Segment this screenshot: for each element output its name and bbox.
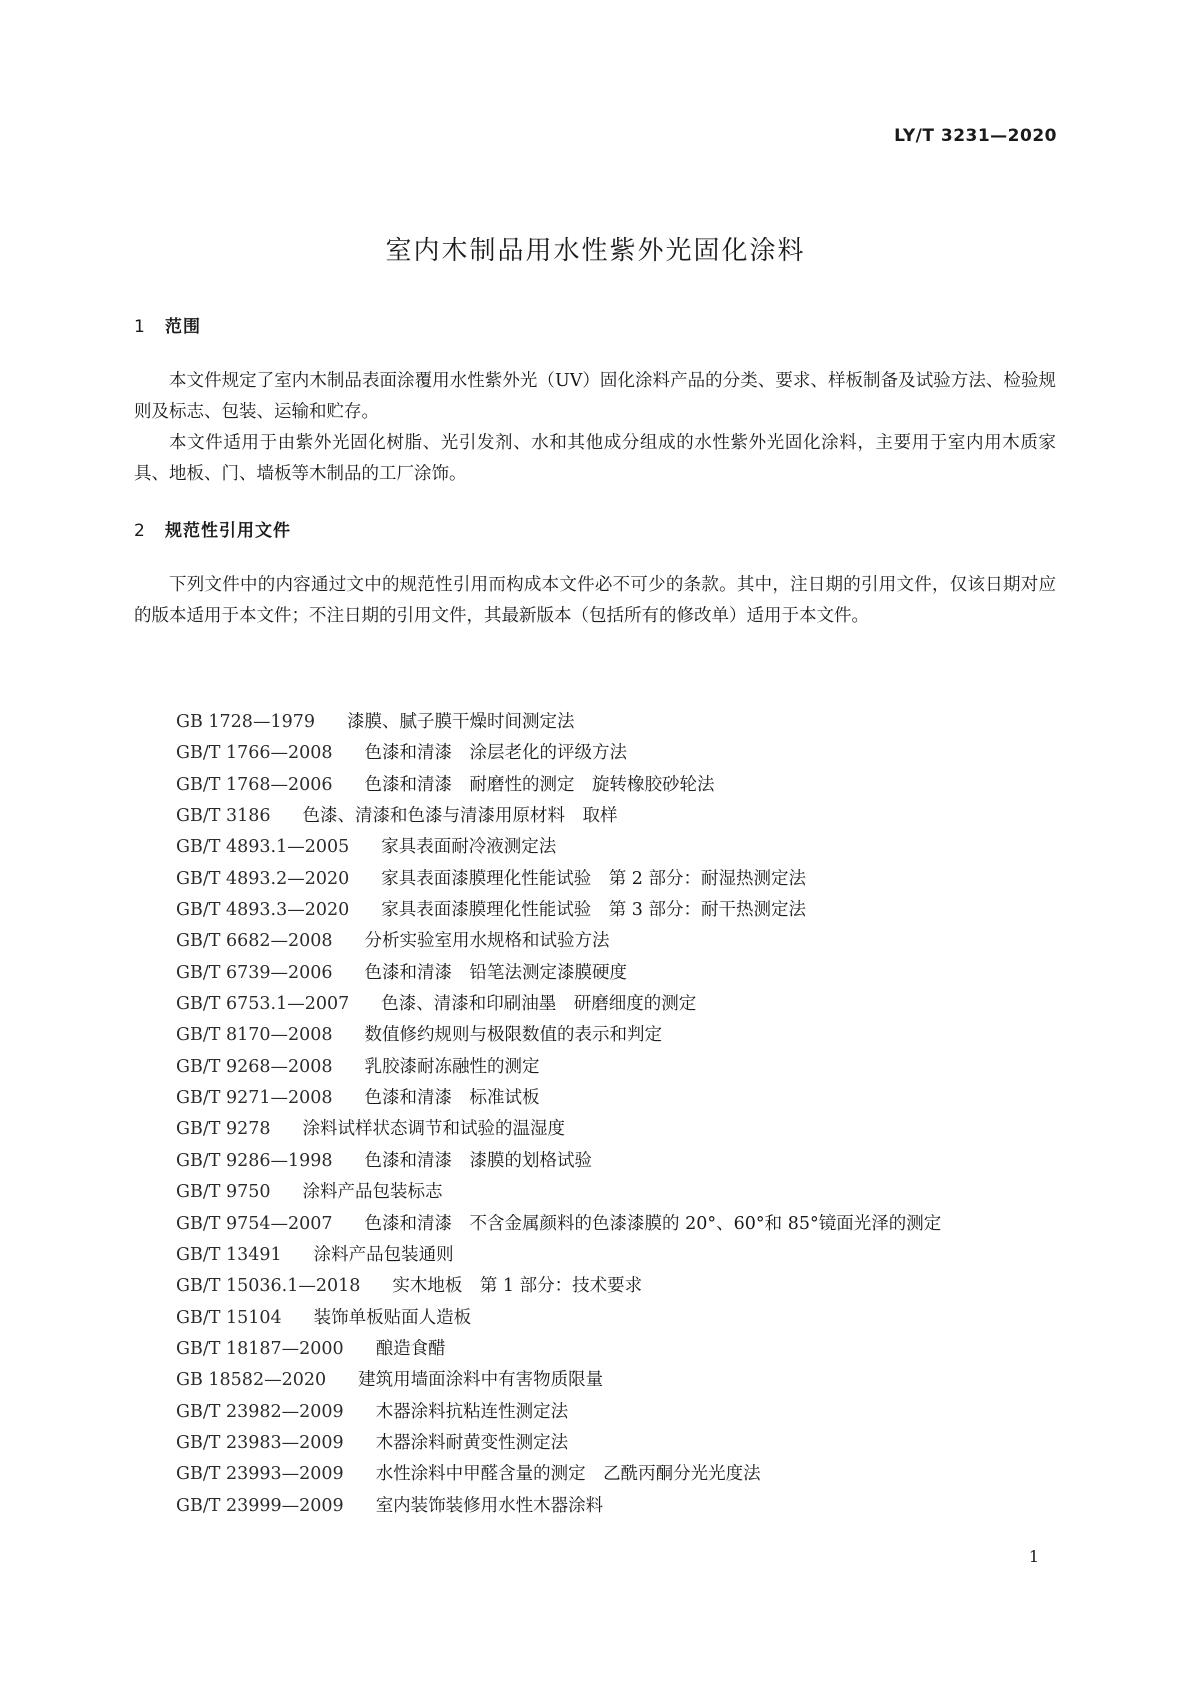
reference-item (176, 1459, 941, 1490)
reference-title: 色漆和清漆 涂层老化的评级方法 (364, 743, 628, 764)
reference-code: GB/T 1768—2006 (176, 774, 333, 795)
reference-code: GB/T 9750 (176, 1182, 271, 1203)
reference-title: 涂料产品包装通则 (313, 1244, 454, 1265)
reference-title: 色漆和清漆 不含金属颜料的色漆漆膜的 20°、60°和 85°镜面光泽的测定 (364, 1213, 942, 1234)
section-heading-scope (134, 312, 201, 337)
reference-code: GB/T 4893.2—2020 (176, 868, 350, 889)
reference-item (176, 895, 941, 926)
standard-code: LY/T 3231—2020 (894, 126, 1057, 146)
reference-title: 涂料产品包装标志 (302, 1182, 443, 1203)
reference-title: 木器涂料耐黄变性测定法 (375, 1432, 569, 1453)
reference-item (176, 1303, 941, 1334)
reference-code: GB/T 13491 (176, 1244, 282, 1265)
reference-item (176, 1397, 941, 1428)
reference-title: 水性涂料中甲醛含量的测定 乙酰丙酮分光光度法 (375, 1464, 761, 1485)
reference-title: 涂料试样状态调节和试验的温湿度 (302, 1119, 566, 1140)
reference-title: 装饰单板贴面人造板 (313, 1307, 472, 1328)
reference-item (176, 1428, 941, 1459)
reference-code: GB/T 15036.1—2018 (176, 1276, 361, 1297)
reference-code: GB/T 4893.3—2020 (176, 900, 350, 921)
reference-list (176, 707, 941, 1522)
reference-item (176, 832, 941, 863)
reference-item (176, 1271, 941, 1302)
reference-code: GB/T 8170—2008 (176, 1025, 333, 1046)
reference-item (176, 864, 941, 895)
reference-item (176, 1334, 941, 1365)
reference-title: 乳胶漆耐冻融性的测定 (364, 1056, 540, 1077)
reference-item (176, 1491, 941, 1522)
reference-item (176, 801, 941, 832)
reference-code: GB/T 1766—2008 (176, 743, 333, 764)
reference-title: 色漆、清漆和印刷油墨 研磨细度的测定 (381, 994, 697, 1015)
reference-code: GB/T 18187—2000 (176, 1338, 344, 1359)
section-title: 规范性引用文件 (165, 521, 291, 541)
reference-code: GB/T 4893.1—2005 (176, 837, 350, 858)
reference-title: 色漆和清漆 耐磨性的测定 旋转橡胶砂轮法 (364, 774, 715, 795)
reference-title: 室内装饰装修用水性木器涂料 (375, 1495, 604, 1516)
reference-code: GB/T 23983—2009 (176, 1432, 344, 1453)
reference-code: GB/T 6682—2008 (176, 931, 333, 952)
references-intro-paragraph: 下列文件中的内容通过文中的规范性引用而构成本文件必不可少的条款。其中，注日期的引用文件，仅该日期对应的版本适用于本文件；不注日期的引用文件，其最新版本（包括所有的修改单）适用于本文件。 (134, 575, 1056, 626)
reference-title: 色漆和清漆 漆膜的划格试验 (364, 1150, 593, 1171)
reference-code: GB/T 15104 (176, 1307, 282, 1328)
reference-code: GB/T 9278 (176, 1119, 271, 1140)
reference-code: GB/T 9754—2007 (176, 1213, 333, 1234)
reference-item (176, 770, 941, 801)
reference-title: 家具表面漆膜理化性能试验 第 3 部分：耐干热测定法 (381, 900, 807, 921)
scope-paragraph-1: 本文件规定了室内木制品表面涂覆用水性紫外光（UV）固化涂料产品的分类、要求、样板制备及试验方法、检验规则及标志、包装、运输和贮存。 (134, 371, 1056, 422)
reference-code: GB/T 3186 (176, 806, 271, 827)
reference-item (176, 958, 941, 989)
reference-title: 色漆和清漆 标准试板 (364, 1088, 540, 1109)
reference-code: GB/T 23982—2009 (176, 1401, 344, 1422)
reference-title: 木器涂料抗粘连性测定法 (375, 1401, 569, 1422)
reference-item (176, 926, 941, 957)
reference-item (176, 1114, 941, 1145)
reference-item (176, 1240, 941, 1271)
reference-title: 色漆和清漆 铅笔法测定漆膜硬度 (364, 962, 628, 983)
reference-code: GB/T 23993—2009 (176, 1464, 344, 1485)
reference-item (176, 1177, 941, 1208)
reference-item (176, 1365, 941, 1396)
section-number: 1 (134, 317, 145, 337)
reference-code: GB/T 9286—1998 (176, 1150, 333, 1171)
reference-title: 数值修约规则与极限数值的表示和判定 (364, 1025, 663, 1046)
reference-title: 家具表面漆膜理化性能试验 第 2 部分：耐湿热测定法 (381, 868, 807, 889)
reference-code: GB/T 9268—2008 (176, 1056, 333, 1077)
reference-item (176, 707, 941, 738)
reference-item (176, 1083, 941, 1114)
reference-code: GB/T 6753.1—2007 (176, 994, 350, 1015)
reference-title: 酿造食醋 (375, 1338, 446, 1359)
reference-item (176, 1146, 941, 1177)
reference-code: GB/T 6739—2006 (176, 962, 333, 983)
reference-code: GB 1728—1979 (176, 712, 315, 732)
section-title: 范围 (165, 317, 201, 337)
reference-title: 漆膜、腻子膜干燥时间测定法 (346, 712, 575, 732)
section-heading-normative-references (134, 516, 291, 541)
reference-item (176, 1052, 941, 1083)
reference-title: 色漆、清漆和色漆与清漆用原材料 取样 (302, 806, 618, 827)
reference-title: 建筑用墙面涂料中有害物质限量 (358, 1370, 604, 1391)
reference-item (176, 1020, 941, 1051)
section-number: 2 (134, 521, 145, 541)
reference-title: 分析实验室用水规格和试验方法 (364, 931, 610, 952)
page-number: 1 (1028, 1547, 1039, 1566)
reference-code: GB/T 23999—2009 (176, 1495, 344, 1516)
reference-item (176, 989, 941, 1020)
reference-item (176, 738, 941, 769)
document-title: 室内木制品用水性紫外光固化涂料 (385, 236, 806, 266)
reference-title: 实木地板 第 1 部分：技术要求 (392, 1276, 643, 1297)
reference-code: GB 18582—2020 (176, 1370, 327, 1391)
reference-item (176, 1209, 941, 1240)
scope-paragraph-2: 本文件适用于由紫外光固化树脂、光引发剂、水和其他成分组成的水性紫外光固化涂料，主要用于室内用木质家具、地板、门、墙板等木制品的工厂涂饰。 (134, 433, 1056, 484)
reference-code: GB/T 9271—2008 (176, 1088, 333, 1109)
reference-title: 家具表面耐冷液测定法 (381, 837, 557, 858)
